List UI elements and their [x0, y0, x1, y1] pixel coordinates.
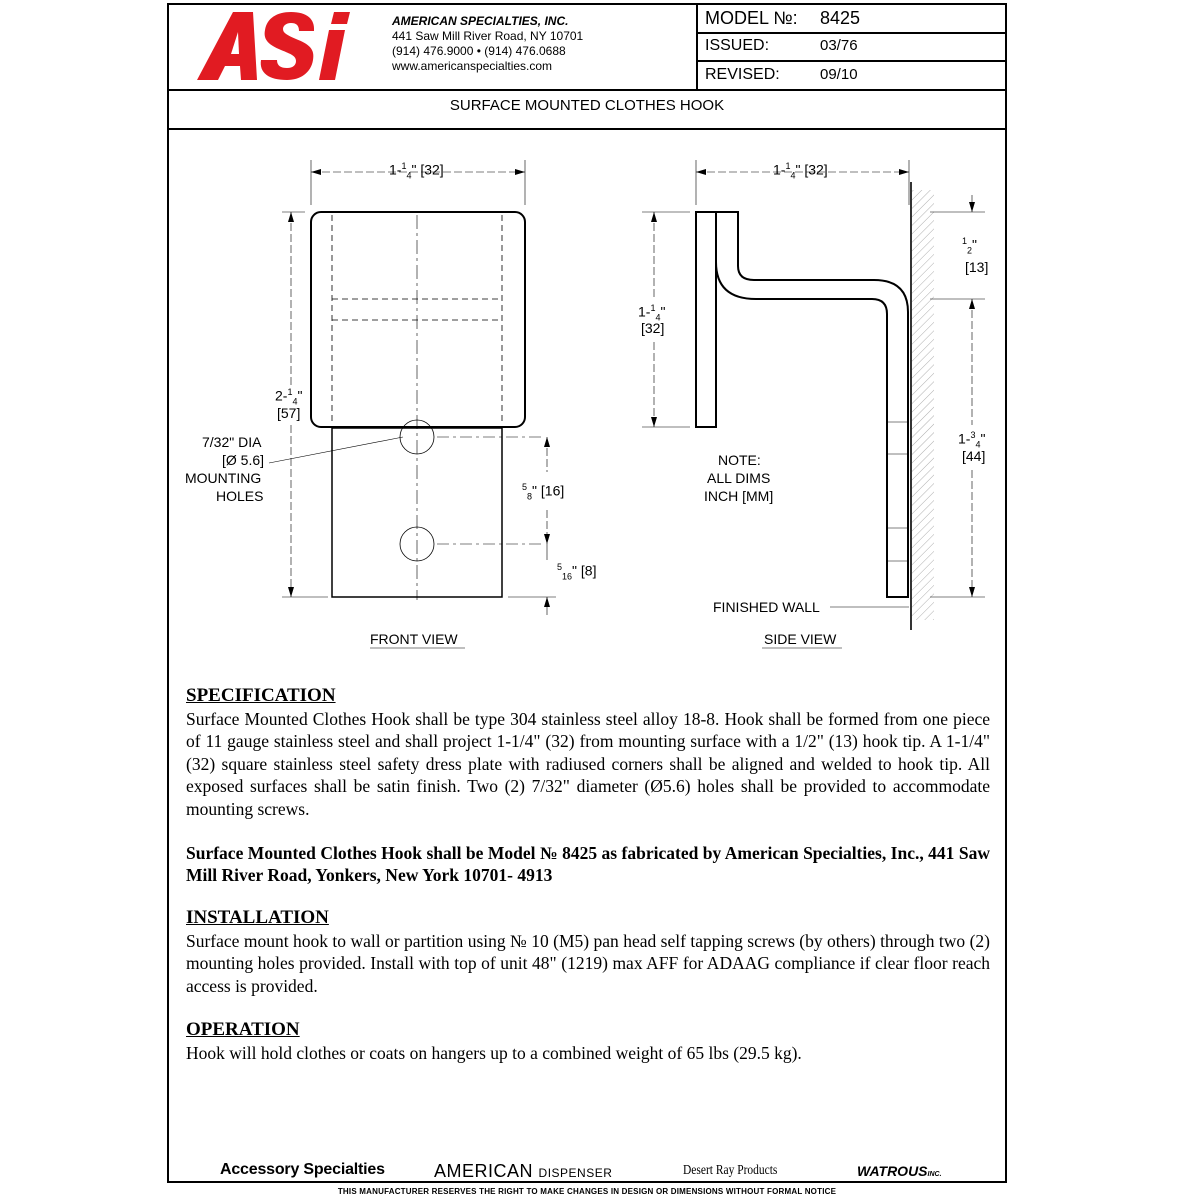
hole-dia-label: 7/32" DIA — [202, 434, 262, 450]
hole-dia-mm-label: [Ø 5.6] — [222, 452, 265, 468]
side-width-dim: 1-$^1_4$" [32] — [773, 161, 828, 181]
tip-dim: $^1_2$" — [962, 236, 978, 256]
hole-bottom-dim: $^5_{16}$" [8] — [557, 562, 597, 582]
mounting-label: MOUNTING — [185, 470, 262, 486]
installation-text: Surface mount hook to wall or partition using № 10 (M5) pan head self tapping screws (by others) through two (2) mounting holes provided. Install with top of unit 48" (1219) max AFF for ADAAG compliance if clear floor reach access is provided. — [186, 931, 990, 996]
front-view — [269, 160, 556, 648]
company-website[interactable]: www.americanspecialties.com — [392, 59, 553, 73]
hole-spacing-dim: $^5_8$" [16] — [522, 482, 565, 502]
tip-mm: [13] — [965, 259, 989, 275]
wall-hatch — [912, 190, 934, 620]
operation-text: Hook will hold clothes or coats on hangers up to a combined weight of 65 lbs (29.5 kg). — [186, 1043, 802, 1063]
footer-brand-desert-ray: Desert Ray Products — [683, 1163, 778, 1178]
note-all-dims: ALL DIMS — [707, 470, 771, 486]
finished-wall-label: FINISHED WALL — [713, 599, 820, 615]
company-name: AMERICAN SPECIALTIES, INC. — [392, 14, 569, 28]
page-title: SURFACE MOUNTED CLOTHES HOOK — [449, 97, 725, 114]
company-phone: (914) 476.9000 • (914) 476.0688 — [392, 44, 566, 58]
model-label: MODEL №: — [705, 8, 798, 28]
note-units: INCH [MM] — [704, 488, 774, 504]
side-plate-dim: 1-$^1_4$" — [638, 303, 666, 323]
overall-dim: 1-$^3_4$" — [958, 430, 986, 450]
footer-disclaimer: THIS MANUFACTURER RESERVES THE RIGHT TO MAKE CHANGES IN DESIGN OR DIMENSIONS WITHOUT FORMAL NOTICE — [337, 1187, 837, 1196]
operation-heading: OPERATION — [186, 1019, 300, 1040]
revised-label: REVISED: — [705, 66, 780, 83]
footer-brand-accessory-specialties: Accessory Specialties — [220, 1161, 385, 1178]
side-view — [642, 160, 985, 648]
front-height-dim: 2-$^1_4$" — [275, 387, 303, 407]
installation-heading: INSTALLATION — [186, 907, 329, 928]
hook-profile — [716, 212, 908, 597]
model-statement: Surface Mounted Clothes Hook shall be Model № 8425 as fabricated by American Specialties, Inc., 441 Saw Mill River Road, Yonkers, New York 10701- 4913 — [186, 843, 990, 886]
issued-value: 03/76 — [820, 37, 858, 54]
front-width-dim: 1-$^1_4$" [32] — [389, 161, 444, 181]
company-address: 441 Saw Mill River Road, NY 10701 — [392, 29, 584, 43]
specification-heading: SPECIFICATION — [186, 685, 336, 706]
side-dress-plate — [696, 212, 716, 427]
model-value: 8425 — [820, 8, 861, 28]
overall-mm: [44] — [962, 448, 986, 464]
footer-brand-american-dispenser: AMERICAN DISPENSER — [434, 1161, 613, 1181]
footer-brand-watrous: WATROUSINC. — [857, 1163, 942, 1179]
front-view-label: FRONT VIEW — [370, 631, 458, 647]
note-label: NOTE: — [718, 452, 761, 468]
issued-label: ISSUED: — [705, 37, 770, 54]
side-view-label: SIDE VIEW — [764, 631, 837, 647]
holes-label: HOLES — [216, 488, 264, 504]
revised-value: 09/10 — [820, 66, 858, 83]
specification-text: Surface Mounted Clothes Hook shall be type 304 stainless steel alloy 18-8. Hook shall be formed from one piece of 11 gauge stainless steel and shall project 1-1/4" (32) from mounting surface with a 1/2" (13) hook tip. A 1-1/4" (32) square stainless steel safety dress plate with radiused corners shall be aligned and welded to hook tip. All exposed surfaces shall be satin finish. Two (2) 7/32" diameter (Ø5.6) holes shall be provided to accommodate mounting screws. — [186, 709, 990, 819]
dress-plate — [311, 212, 525, 427]
front-height-mm: [57] — [277, 405, 301, 421]
side-plate-mm: [32] — [641, 320, 665, 336]
